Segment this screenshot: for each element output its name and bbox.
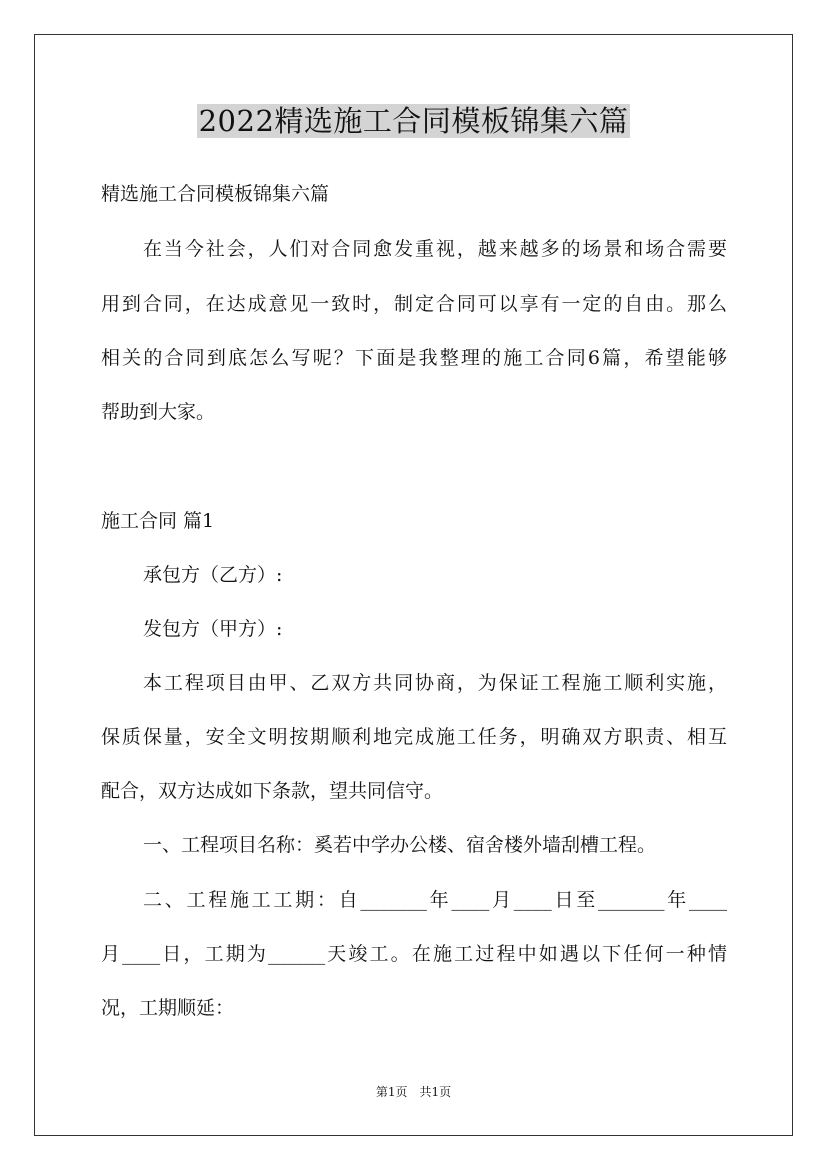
page-footer: 第1页 共1页 [375,1085,452,1099]
clause-two-line-1: 二、工程施工工期：自_______年____月____日至_______年____ [143,889,727,911]
document-title [0,100,827,142]
clause-two-line-3: 况，工期顺延： [101,997,235,1019]
document-title-text: 2022精选施工合同模板锦集六篇 [198,104,629,138]
clause-two-line-2: 月____日，工期为______天竣工。在施工过程中如遇以下任何一种情 [101,943,727,965]
section-heading: 施工合同 篇1 [101,510,215,532]
purpose-line-1: 本工程项目由甲、乙双方共同协商，为保证工程施工顺利实施， [143,672,727,694]
intro-line-1: 在当今社会，人们对合同愈发重视，越来越多的场景和场合需要 [143,238,727,260]
purpose-line-3: 配合，双方达成如下条款，望共同信守。 [101,780,444,802]
intro-line-4: 帮助到大家。 [101,401,216,423]
employer-label: 发包方（甲方）: [143,618,283,640]
purpose-line-2: 保质保量，安全文明按期顺利地完成施工任务，明确双方职责、相互 [101,726,727,748]
intro-line-2: 用到合同，在达成意见一致时，制定合同可以享有一定的自由。那么 [101,293,727,315]
contractor-label: 承包方（乙方）: [143,564,283,586]
intro-line-3: 相关的合同到底怎么写呢？下面是我整理的施工合同6篇，希望能够 [101,347,727,369]
clause-one: 一、工程项目名称：奚若中学办公楼、宿舍楼外墙刮槽工程。 [143,834,657,856]
document-subtitle: 精选施工合同模板锦集六篇 [101,183,330,205]
